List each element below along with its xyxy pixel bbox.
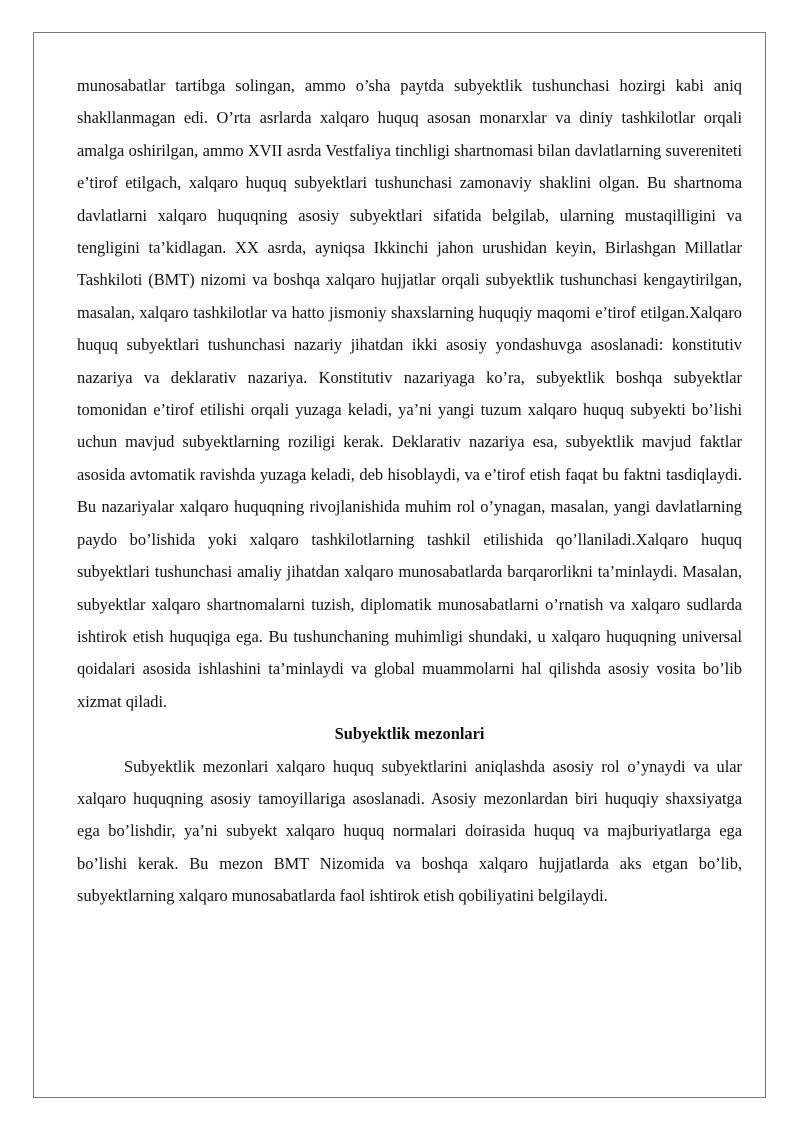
body-paragraph-1: munosabatlar tartibga solingan, ammo o’sha paytda subyektlik tushunchasi hozirgi kabi aniq shakllanmagan edi. O’rta asrlarda xalqaro huquq asosan monarxlar va diniy tashkilotlar orqali amalga oshirilgan, ammo XVII asrda Vestfaliya tinchligi shartnomasi bilan davlatlarning suvereniteti e’tirof etilgach, xalqaro huquq subyektlari tushunchasi zamonaviy shaklini olgan. Bu shartnoma davlatlarni xalqaro huquqning asosiy subyektlari sifatida belgilab, ularning mustaqilligini va tengligini ta’kidlagan. XX asrda, ayniqsa Ikkinchi jahon urushidan keyin, Birlashgan Millatlar Tashkiloti (BMT) nizomi va boshqa xalqaro hujjatlar orqali subyektlik tushunchasi kengaytirilgan, masalan, xalqaro tashkilotlar va hatto jismoniy shaxslarning huquqiy maqomi e’tirof etilgan.Xalqaro huquq subyektlari tushunchasi nazariy jihatdan ikki asosiy yondashuvga asoslanadi: konstitutiv nazariya va deklarativ nazariya. Konstitutiv nazariyaga ko’ra, subyektlik boshqa subyektlar tomonidan e’tirof etilishi orqali yuzaga keladi, ya’ni yangi tuzum xalqaro huquq subyekti bo’lishi uchun mavjud subyektlarning roziligi kerak. Deklarativ nazariya esa, subyektlik mavjud faktlar asosida avtomatik ravishda yuzaga keladi, deb hisoblaydi, va e’tirof etish faqat bu faktni tasdiqlaydi. Bu nazariyalar xalqaro huquqning rivojlanishida muhim rol o’ynagan, masalan, yangi davlatlarning paydo bo’lishida yoki xalqaro tashkilotlarning tashkil etilishida qo’llaniladi.Xalqaro huquq subyektlari tushunchasi amaliy jihatdan xalqaro munosabatlarda barqarorlikni ta’minlaydi. Masalan, subyektlar xalqaro shartnomalarni tuzish, diplomatik munosabatlarni o’rnatish va xalqaro sudlarda ishtirok etish huquqiga ega. Bu tushunchaning muhimligi shundaki, u xalqaro huquqning universal qoidalari asosida ishlashini ta’minlaydi va global muammolarni hal qilishda asosiy vosita bo’lib xizmat qiladi. bbox=[77, 76, 742, 711]
body-paragraph-2: Subyektlik mezonlari xalqaro huquq subyektlarini aniqlashda asosiy rol o’ynaydi va ular xalqaro huquqning asosiy tamoyillariga asoslanadi. Asosiy mezonlardan biri huquqiy shaxsiyatga ega bo’lishdir, ya’ni subyekt xalqaro huquq normalari doirasida huquq va majburiyatlarga ega bo’lishi kerak. Bu mezon BMT Nizomida va boshqa xalqaro hujjatlarda aks etgan bo’lib, subyektlarning xalqaro munosabatlarda faol ishtirok etish qobiliyatini belgilaydi. bbox=[77, 756, 742, 906]
section-heading: Subyektlik mezonlari bbox=[334, 724, 485, 744]
document-body bbox=[77, 70, 742, 913]
